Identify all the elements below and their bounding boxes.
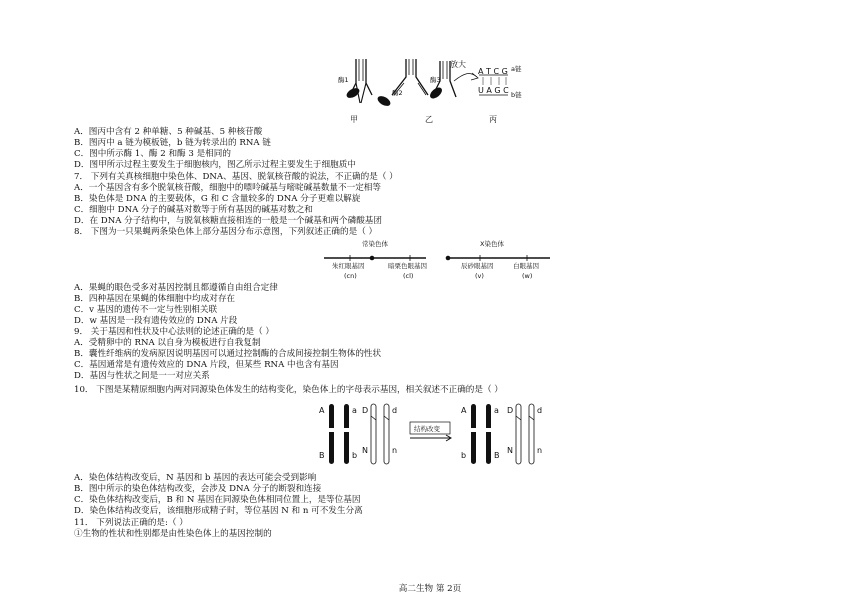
q9-option-a: A．受精卵中的 RNA 以自身为模板进行自我复制: [74, 338, 261, 348]
gene-w-symbol: (w): [522, 272, 533, 280]
enzyme3-label: 酶3: [430, 76, 441, 84]
q10-stem: 10． 下图是某精原细胞内两对同源染色体发生的结构变化，染色体上的字母表示基因，相关叙述不正确的是（ ）: [74, 385, 503, 395]
gene-w: 白眼基因: [513, 262, 539, 270]
strand-a-label: a链: [511, 65, 522, 73]
q7-option-a: A．一个基因含有多个脱氧核苷酸，细胞中的嘌呤碱基与嘧啶碱基数量不一定相等: [74, 183, 381, 193]
strand-a-bases: A T C G: [478, 67, 508, 76]
gene-B-left: B: [319, 451, 325, 460]
q9-option-b: B．囊性纤维病的发病原因说明基因可以通过控制酶的合成间接控制生物体的性状: [74, 349, 382, 359]
gene-cn: 朱红眼基因: [332, 262, 365, 270]
q10-option-d: D．染色体结构改变后，该细胞形成精子时，等位基因 N 和 n 可不发生分离: [74, 506, 363, 516]
gene-N-right: N: [507, 446, 513, 455]
q8-option-c: C．v 基因的遗传不一定与性别相关联: [74, 305, 218, 315]
gene-n-left: n: [392, 446, 398, 455]
q6-option-d: D．图甲所示过程主要发生于细胞核内，图乙所示过程主要发生于细胞质中: [74, 160, 356, 170]
q10-option-b: B．图中所示的染色体结构改变，会涉及 DNA 分子的断裂和连接: [74, 484, 322, 494]
q8-option-d: D．w 基因是一段有遗传效应的 DNA 片段: [74, 316, 238, 326]
q10-option-a: A．染色体结构改变后，N 基因和 b 基因的表达可能会受到影响: [74, 473, 317, 483]
gene-D-left: D: [362, 406, 369, 415]
chromosome-pair-2-before: [371, 404, 389, 464]
autosome-label: 常染色体: [362, 240, 388, 248]
figure-gene-map: [322, 238, 552, 282]
panel-jia-label: 甲: [350, 115, 358, 124]
q9-option-d: D．基因与性状之间是一一对应关系: [74, 371, 210, 381]
enzyme1-label: 酶1: [338, 76, 349, 84]
strand-b-bases: U A G C: [478, 86, 509, 95]
panel-bing-label: 丙: [489, 115, 497, 124]
x-chromosome-label: X染色体: [480, 240, 504, 248]
q7-option-b: B．染色体是 DNA 的主要载体，G 和 C 含量较多的 DNA 分子更难以解旋: [74, 194, 361, 204]
q6-option-c: C．图中所示酶 1、酶 2 和酶 3 是相同的: [74, 149, 231, 159]
panel-yi-label: 乙: [425, 115, 433, 124]
zoom-label: 放大: [450, 60, 466, 69]
q9-stem: 9． 关于基因和性状及中心法则的论述正确的是（ ）: [74, 327, 274, 337]
gene-a-right: a: [494, 406, 499, 415]
chromosome-pair-2-after: [516, 404, 534, 464]
gene-v-symbol: (v): [475, 272, 484, 280]
q8-option-a: A．果蝇的眼色受多对基因控制且都遵循自由组合定律: [74, 283, 278, 293]
figure-dna-enzymes: [332, 55, 532, 125]
strand-b-label: b链: [511, 91, 522, 99]
gene-n-right: n: [537, 446, 543, 455]
panel-yi-diagram: [376, 59, 428, 108]
q7-option-c: C．细胞中 DNA 分子的碱基对数等于所有基因的碱基对数之和: [74, 205, 313, 215]
gene-N-left: N: [362, 446, 368, 455]
chromosome-pair-1-after: [469, 404, 493, 464]
gene-B-right: B: [494, 451, 500, 460]
q8-stem: 8． 下图为一只果蝇两条染色体上部分基因分布示意图，下列叙述正确的是（ ）: [74, 227, 378, 237]
q11-item-1: ①生物的性状和性别都是由性染色体上的基因控制的: [74, 529, 272, 539]
gene-b-left: b: [352, 451, 358, 460]
gene-cl: 暗栗色眼基因: [388, 262, 427, 270]
page-footer: 高二生物 第 2页: [398, 584, 462, 594]
gene-a-left: a: [352, 406, 357, 415]
structure-change-arrow: [410, 422, 451, 441]
structure-change-label: 结构改变: [414, 425, 440, 433]
gene-D-right: D: [507, 406, 514, 415]
gene-cl-symbol: (cl): [403, 272, 414, 280]
gene-d-right: d: [537, 406, 543, 415]
q10-option-c: C．染色体结构改变后，B 和 N 基因在同源染色体相同位置上，是等位基因: [74, 495, 361, 505]
gene-A-right: A: [461, 406, 467, 415]
enzyme2-label: 酶2: [392, 89, 403, 97]
q8-option-b: B．四种基因在果蝇的体细胞中均成对存在: [74, 294, 236, 304]
q7-option-d: D．在 DNA 分子结构中，与脱氧核糖直接相连的一般是一个碱基和两个磷酸基团: [74, 216, 382, 226]
q6-option-a: A．图丙中含有 2 种单糖、5 种碱基、5 种核苷酸: [74, 127, 263, 137]
gene-cn-symbol: (cn): [344, 272, 357, 280]
chromosome-pair-1-before: [327, 404, 351, 464]
gene-v: 辰砂眼基因: [461, 262, 494, 270]
gene-b-right: b: [461, 451, 467, 460]
q9-option-c: C．基因通常是有遗传效应的 DNA 片段，但某些 RNA 中也含有基因: [74, 360, 339, 370]
gene-A-left: A: [319, 406, 325, 415]
gene-d-left: d: [392, 406, 398, 415]
q11-stem: 11． 下列说法正确的是:（ ）: [74, 518, 188, 528]
panel-jia-diagram: [345, 59, 372, 103]
q6-option-b: B．图丙中 a 链为模板链，b 链为转录出的 RNA 链: [74, 138, 271, 148]
q7-stem: 7． 下列有关真核细胞中染色体、DNA、基因、脱氧核苷酸的说法，不正确的是（ ）: [74, 172, 398, 182]
figure-chromosome-change: [316, 398, 552, 470]
